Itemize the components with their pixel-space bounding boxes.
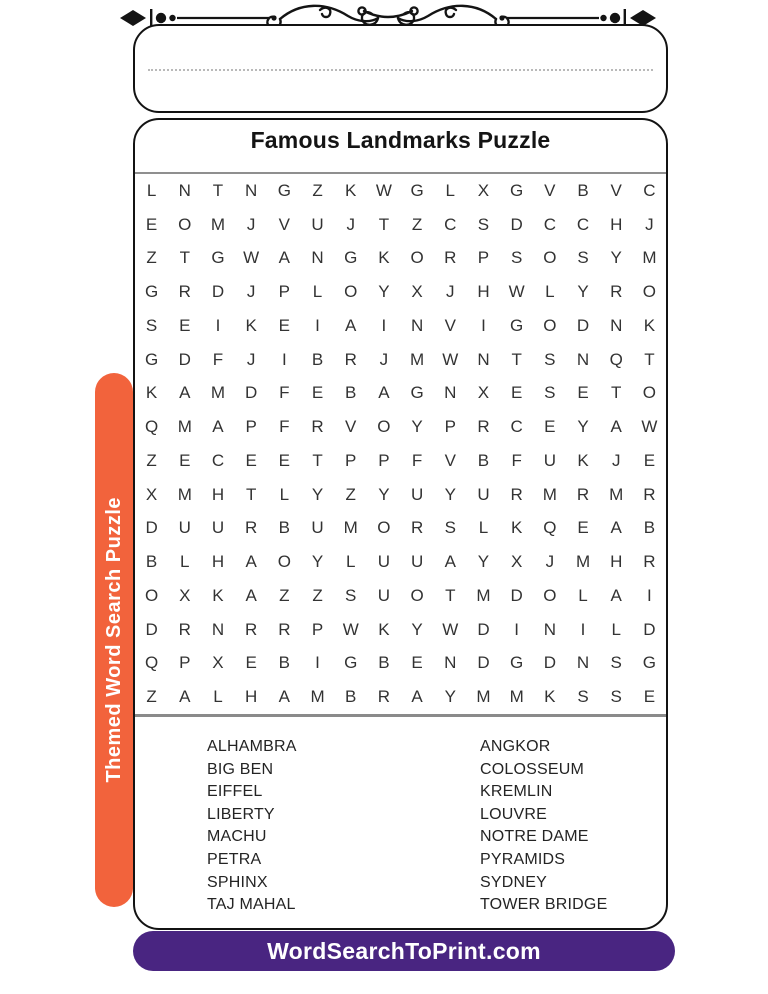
word-list-item: LOUVRE: [480, 805, 547, 823]
name-box: [133, 24, 668, 113]
grid-cell: L: [345, 552, 356, 572]
grid-cell: M: [542, 484, 557, 504]
grid-cell: M: [509, 687, 524, 707]
word-list-item: TOWER BRIDGE: [480, 896, 608, 914]
grid-cell: E: [577, 518, 589, 538]
grid-cell: G: [144, 282, 159, 302]
word-list-right: [480, 736, 607, 917]
grid-cell: K: [145, 383, 158, 403]
grid-cell: M: [343, 518, 358, 538]
grid-cell: V: [544, 180, 556, 200]
grid-cell: A: [411, 687, 423, 707]
name-write-line: [148, 69, 653, 71]
grid-cell: N: [543, 619, 556, 639]
grid-cell: O: [144, 585, 159, 605]
grid-cell: O: [377, 518, 391, 538]
grid-cell: Y: [378, 282, 390, 302]
grid-cell: J: [645, 214, 654, 234]
grid-cell: L: [445, 180, 456, 200]
grid-cell: P: [345, 450, 357, 470]
grid-cell: L: [312, 282, 323, 302]
grid-cell: D: [477, 653, 490, 673]
grid-cell: N: [245, 180, 258, 200]
grid-cell: J: [611, 450, 621, 470]
grid-cell: Q: [609, 349, 623, 369]
grid-cell: I: [315, 653, 320, 673]
grid-cell: V: [444, 315, 456, 335]
grid-cell: P: [378, 450, 390, 470]
grid-cell: E: [311, 383, 324, 403]
grid-cell: G: [211, 248, 225, 268]
grid-cell: N: [477, 349, 490, 369]
grid-cell: G: [344, 248, 358, 268]
grid-cell: U: [377, 552, 391, 572]
grid-cell: B: [345, 687, 357, 707]
grid-cell: E: [245, 450, 257, 470]
grid-cell: Z: [345, 484, 356, 504]
grid-cell: N: [444, 653, 457, 673]
grid-cell: K: [544, 687, 556, 707]
grid-cell: Y: [311, 552, 324, 572]
grid-cell: H: [610, 552, 623, 572]
grid-cell: R: [178, 619, 191, 639]
grid-cell: R: [510, 484, 523, 504]
grid-cell: P: [245, 417, 257, 437]
grid-cell: P: [179, 653, 191, 673]
grid-cell: U: [311, 214, 324, 234]
grid-cell: V: [444, 450, 456, 470]
grid-cell: U: [178, 518, 191, 538]
word-list-item: NOTRE DAME: [480, 828, 589, 846]
side-tab: [95, 373, 133, 907]
word-list: [135, 736, 666, 926]
grid-cell: S: [544, 349, 556, 369]
grid-cell: A: [179, 383, 191, 403]
grid-cell: O: [277, 552, 291, 572]
grid-cell: U: [410, 552, 424, 572]
grid-cell: K: [643, 315, 656, 335]
grid-cell: R: [643, 552, 656, 572]
grid-cell: D: [543, 653, 556, 673]
grid-cell: G: [277, 180, 291, 200]
grid-cell: M: [476, 585, 491, 605]
grid-cell: R: [410, 518, 424, 538]
grid-cell: A: [378, 383, 390, 403]
word-list-item: KREMLIN: [480, 783, 553, 801]
grid-cell: Y: [577, 282, 589, 302]
grid-cell: T: [644, 349, 655, 369]
grid-cell: D: [178, 349, 191, 369]
grid-cell: O: [410, 585, 424, 605]
grid-cell: W: [375, 180, 392, 200]
footer-site-label: WordSearchToPrint.com: [267, 937, 541, 964]
grid-cell: Z: [312, 585, 323, 605]
grid-cell: Z: [146, 248, 157, 268]
grid-cell: X: [179, 585, 191, 605]
grid-cell: R: [477, 417, 490, 437]
grid-cell: N: [444, 383, 457, 403]
grid-cell: A: [179, 687, 191, 707]
grid-cell: Z: [146, 450, 157, 470]
grid-cell: H: [610, 214, 623, 234]
grid-cell: F: [279, 383, 290, 403]
grid-cell: M: [642, 248, 657, 268]
word-list-left: [207, 736, 297, 917]
grid-cell: S: [510, 248, 523, 268]
grid-cell: R: [245, 518, 258, 538]
grid-cell: B: [278, 518, 291, 538]
grid-cell: L: [545, 282, 555, 302]
grid-cell: E: [179, 315, 191, 335]
word-list-item: LIBERTY: [207, 805, 275, 823]
grid-cell: B: [311, 349, 324, 369]
grid-cell: D: [510, 214, 523, 234]
grid-cell: D: [211, 282, 225, 302]
grid-cell: X: [145, 484, 158, 504]
grid-cell: I: [381, 315, 387, 335]
grid-cell: Z: [312, 180, 323, 200]
grid-cell: V: [278, 214, 291, 234]
grid-cell: R: [643, 484, 656, 504]
grid-cell: D: [145, 619, 158, 639]
grid-cell: C: [510, 417, 523, 437]
grid-cell: Z: [146, 687, 157, 707]
page-title: Famous Landmarks Puzzle: [250, 127, 551, 153]
grid-cell: I: [647, 585, 652, 605]
grid-cell: K: [378, 248, 390, 268]
grid-cell: S: [477, 214, 490, 234]
grid-cell: Y: [577, 417, 589, 437]
grid-cell: R: [245, 619, 258, 639]
grid-cell: B: [577, 180, 589, 200]
grid-cell: G: [642, 653, 657, 673]
grid-cell: U: [543, 450, 556, 470]
grid-cell: T: [611, 383, 622, 403]
grid-cell: T: [312, 450, 323, 470]
grid-cell: J: [545, 552, 555, 572]
grid-cell: T: [445, 585, 456, 605]
grid-cell: H: [211, 552, 225, 572]
grid-cell: L: [478, 518, 489, 538]
grid-cell: E: [411, 653, 423, 673]
grid-cell: R: [278, 619, 291, 639]
grid-cell: V: [610, 180, 622, 200]
grid-cell: T: [245, 484, 257, 504]
grid-cell: T: [511, 349, 522, 369]
grid-cell: E: [643, 687, 656, 707]
grid-cell: C: [576, 214, 590, 234]
grid-cell: K: [245, 315, 257, 335]
word-list-item: ANGKOR: [480, 738, 551, 755]
grid-cell: I: [281, 349, 287, 369]
grid-cell: U: [477, 484, 490, 504]
grid-cell: H: [245, 687, 258, 707]
grid-cell: M: [410, 349, 425, 369]
grid-cell: L: [213, 687, 223, 707]
grid-cell: N: [311, 248, 324, 268]
grid-cell: U: [410, 484, 424, 504]
grid-cell: E: [245, 653, 257, 673]
grid-cell: T: [212, 180, 224, 200]
grid-cell: E: [577, 383, 589, 403]
grid-cell: M: [177, 417, 192, 437]
grid-cell: G: [510, 180, 524, 200]
grid-cell: O: [543, 585, 557, 605]
grid-cell: L: [611, 619, 621, 639]
grid-cell: S: [577, 248, 589, 268]
grid-cell: J: [246, 282, 256, 302]
grid-cell: K: [212, 585, 224, 605]
puzzle-container: [133, 118, 668, 930]
grid-cell: A: [610, 417, 622, 437]
grid-cell: X: [477, 383, 490, 403]
grid-cell: O: [543, 248, 557, 268]
grid-cell: S: [145, 315, 158, 335]
grid-cell: Y: [378, 484, 390, 504]
grid-cell: Y: [610, 248, 622, 268]
word-list-item: EIFFEL: [207, 783, 263, 801]
word-list-item: SYDNEY: [480, 873, 547, 891]
grid-cell: G: [510, 315, 524, 335]
word-list-item: TAJ MAHAL: [207, 896, 296, 914]
grid-cell: I: [580, 619, 586, 639]
grid-cell: R: [178, 282, 191, 302]
grid-cell: J: [446, 282, 455, 302]
word-list-item: PYRAMIDS: [480, 850, 566, 868]
grid-cell: B: [643, 518, 656, 538]
grid-cell: R: [344, 349, 357, 369]
grid-cell: J: [379, 349, 389, 369]
grid-cell: N: [211, 619, 225, 639]
grid-cell: A: [212, 417, 224, 437]
grid-cell: C: [643, 180, 656, 200]
grid-cell: C: [543, 214, 556, 234]
grid-cell: C: [444, 214, 457, 234]
grid-cell: X: [477, 180, 490, 200]
grid-cell: F: [212, 349, 224, 369]
grid-cell: Y: [477, 552, 490, 572]
grid-cell: G: [344, 653, 358, 673]
grid-cell: T: [179, 248, 190, 268]
grid-cell: E: [643, 450, 656, 470]
grid-cell: N: [410, 315, 424, 335]
grid-cell: Y: [444, 687, 456, 707]
grid-cell: S: [610, 687, 622, 707]
grid-cell: D: [145, 518, 158, 538]
grid-cell: A: [444, 552, 456, 572]
grid-cell: L: [146, 180, 157, 200]
grid-cell: E: [544, 417, 556, 437]
grid-cell: L: [180, 552, 190, 572]
grid-cell: G: [410, 383, 424, 403]
grid-cell: F: [511, 450, 522, 470]
grid-cell: S: [610, 653, 622, 673]
grid-cell: R: [444, 248, 457, 268]
grid-cell: M: [177, 484, 192, 504]
grid-cell: D: [510, 585, 523, 605]
grid-cell: R: [610, 282, 623, 302]
grid-cell: L: [578, 585, 588, 605]
grid-cell: E: [145, 214, 158, 234]
grid-cell: X: [411, 282, 423, 302]
word-list-item: ALHAMBRA: [207, 738, 297, 755]
grid-cell: Y: [411, 417, 423, 437]
grid-cell: O: [178, 214, 192, 234]
grid-cell: B: [477, 450, 490, 470]
grid-cell: Y: [411, 619, 423, 639]
grid-cell: G: [144, 349, 159, 369]
grid-cell: A: [278, 687, 291, 707]
grid-cell: D: [576, 315, 590, 335]
grid-cell: K: [345, 180, 357, 200]
grid-cell: V: [345, 417, 357, 437]
grid-cell: H: [211, 484, 225, 504]
grid-cell: O: [543, 315, 557, 335]
grid-cell: T: [378, 214, 390, 234]
grid-cell: W: [243, 248, 260, 268]
grid-cell: Y: [311, 484, 324, 504]
grid-cell: S: [444, 518, 456, 538]
grid-cell: M: [210, 214, 226, 234]
grid-cell: W: [508, 282, 525, 302]
grid-cell: N: [576, 653, 590, 673]
grid-cell: I: [514, 619, 520, 639]
grid-bottom-divider: [135, 714, 666, 717]
grid-cell: B: [278, 653, 291, 673]
grid-cell: O: [642, 282, 657, 302]
grid-cell: E: [278, 315, 291, 335]
grid-cell: K: [510, 518, 523, 538]
grid-cell: B: [378, 653, 390, 673]
grid-cell: M: [310, 687, 325, 707]
grid-cell: A: [278, 248, 291, 268]
grid-cell: O: [410, 248, 424, 268]
grid-cell: Q: [543, 518, 557, 538]
grid-cell: M: [575, 552, 591, 572]
word-list-item: MACHU: [207, 828, 267, 846]
grid-cell: W: [442, 349, 459, 369]
grid-cell: C: [211, 450, 225, 470]
grid-cell: U: [211, 518, 225, 538]
grid-cell: M: [210, 383, 226, 403]
grid-cell: I: [215, 315, 221, 335]
grid-cell: K: [378, 619, 390, 639]
grid-cell: W: [442, 619, 459, 639]
grid-cell: U: [311, 518, 324, 538]
grid-cell: E: [278, 450, 291, 470]
grid-cell: O: [642, 383, 657, 403]
side-tab-label: Themed Word Search Puzzle: [102, 497, 125, 783]
grid-cell: R: [576, 484, 590, 504]
word-list-item: PETRA: [207, 850, 262, 868]
grid-cell: B: [145, 552, 158, 572]
grid-cell: L: [279, 484, 290, 504]
grid-cell: E: [179, 450, 191, 470]
grid-cell: N: [178, 180, 191, 200]
grid-cell: K: [577, 450, 589, 470]
grid-cell: M: [609, 484, 624, 504]
grid-cell: R: [377, 687, 391, 707]
grid-cell: R: [311, 417, 324, 437]
grid-cell: W: [641, 417, 658, 437]
grid-cell: H: [477, 282, 490, 302]
grid-cell: X: [212, 653, 224, 673]
grid-cell: J: [346, 214, 355, 234]
word-list-item: COLOSSEUM: [480, 760, 585, 778]
grid-cell: F: [279, 417, 290, 437]
grid-cell: B: [345, 383, 357, 403]
grid-cell: D: [245, 383, 258, 403]
grid-cell: A: [245, 552, 257, 572]
grid-cell: Y: [444, 484, 456, 504]
grid-cell: I: [481, 315, 486, 335]
grid-cell: S: [345, 585, 357, 605]
grid-cell: A: [610, 585, 622, 605]
grid-cell: O: [377, 417, 391, 437]
grid-cell: Z: [279, 585, 290, 605]
grid-cell: D: [477, 619, 490, 639]
grid-cell: A: [245, 585, 257, 605]
grid-cell: P: [311, 619, 324, 639]
letter-grid: [135, 174, 666, 714]
grid-cell: O: [344, 282, 358, 302]
grid-cell: G: [510, 653, 524, 673]
grid-cell: N: [610, 315, 623, 335]
grid-cell: Z: [411, 214, 423, 234]
grid-cell: N: [576, 349, 590, 369]
word-list-item: SPHINX: [207, 873, 268, 891]
grid-cell: I: [315, 315, 320, 335]
grid-cell: A: [610, 518, 622, 538]
grid-cell: P: [278, 282, 291, 302]
grid-cell: J: [246, 349, 256, 369]
grid-cell: W: [342, 619, 359, 639]
grid-cell: U: [377, 585, 391, 605]
grid-cell: D: [643, 619, 656, 639]
grid-cell: S: [544, 383, 556, 403]
grid-cell: Q: [144, 653, 159, 673]
grid-cell: F: [411, 450, 423, 470]
footer-banner[interactable]: [133, 931, 675, 971]
grid-cell: A: [345, 315, 357, 335]
grid-cell: P: [444, 417, 456, 437]
grid-cell: G: [410, 180, 424, 200]
grid-cell: Q: [144, 417, 159, 437]
grid-cell: J: [246, 214, 256, 234]
grid-cell: X: [510, 552, 523, 572]
grid-cell: E: [510, 383, 523, 403]
grid-cell: S: [577, 687, 589, 707]
grid-cell: P: [477, 248, 490, 268]
word-list-item: BIG BEN: [207, 760, 274, 778]
grid-cell: M: [476, 687, 491, 707]
